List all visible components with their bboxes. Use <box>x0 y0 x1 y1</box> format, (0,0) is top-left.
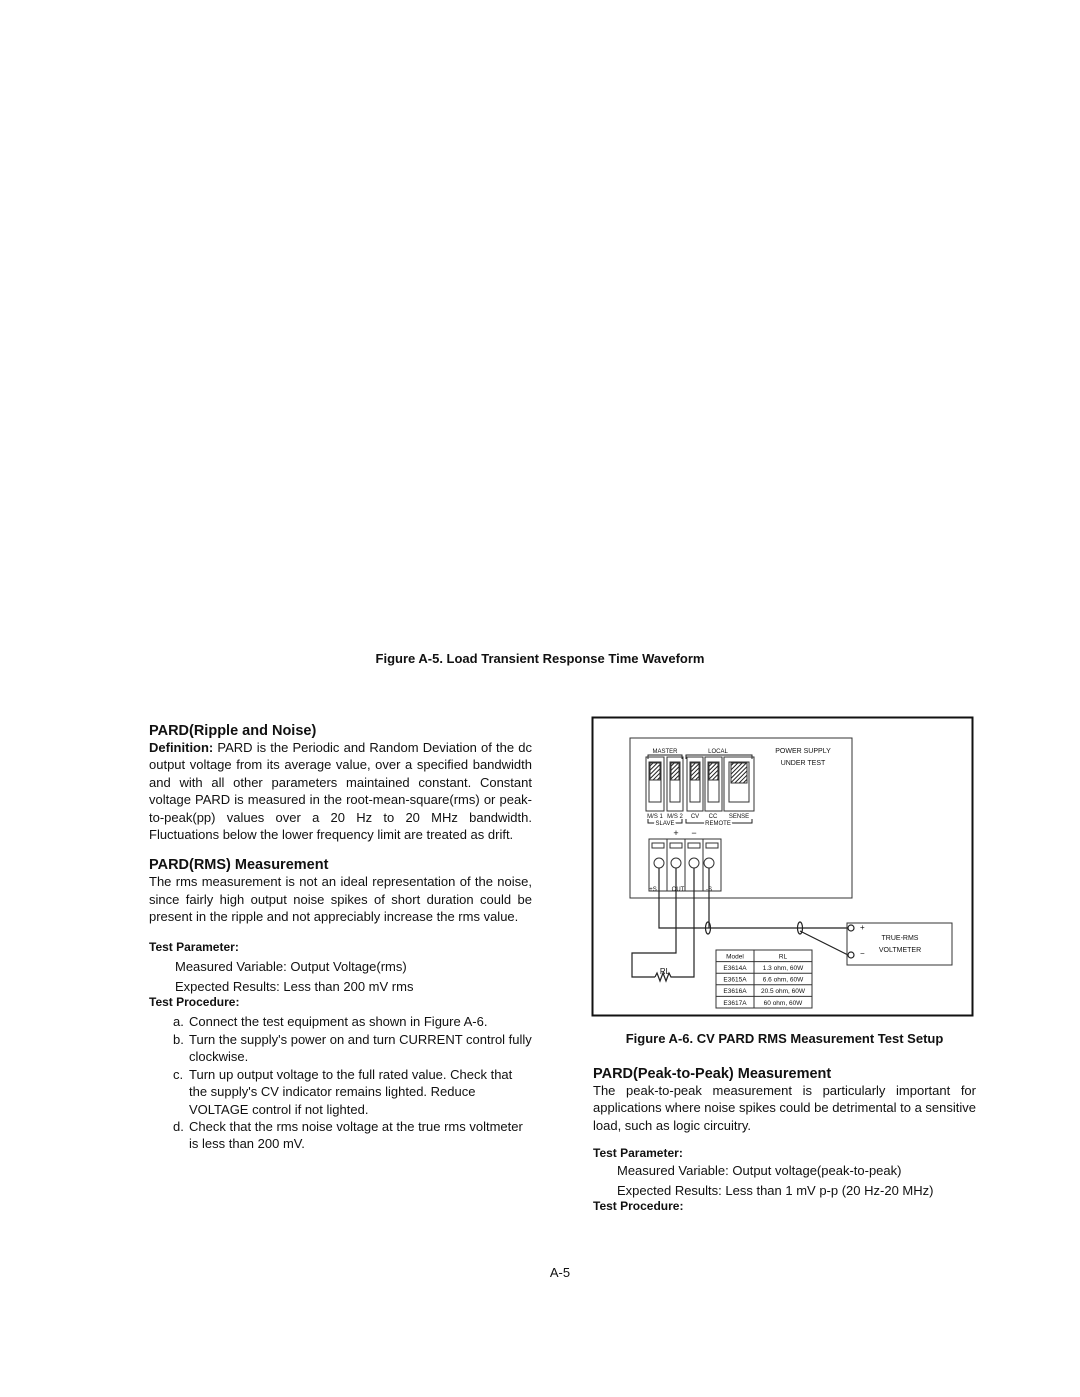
slave-label: SLAVE <box>655 821 675 827</box>
test-setup-diagram <box>590 715 975 1020</box>
table-header: RL <box>778 953 788 961</box>
procedure-steps <box>149 1013 532 1152</box>
pp-test-procedure-label: Test Procedure: <box>593 1199 684 1214</box>
pp-expected-results: Expected Results: Less than 1 mV p-p (20 Hz-20 MHz) <box>617 1182 934 1198</box>
minus-sense-label: -S <box>706 887 712 893</box>
voltmeter-minus: − <box>860 949 865 958</box>
procedure-step <box>173 1118 532 1153</box>
definition-text: PARD is the Periodic and Random Deviation of the dc output voltage from its average value, over a specified bandwidth and with all other parameters maintained constant. Constant voltage PARD is measured in the root-mean-square(rms) or peak-to-peak(pp) values over a 20 Hz to 20 MHz bandwidth. Fluctuations below the lower frequency limit are treated as drift. <box>149 740 532 843</box>
pp-test-parameter-label: Test Parameter: <box>593 1146 683 1161</box>
expected-results: Expected Results: Less than 200 mV rms <box>175 979 414 995</box>
definition-label: Definition: <box>149 740 214 755</box>
figure-a5-caption: Figure A-5. Load Transient Response Time Waveform <box>375 651 705 666</box>
step-letter: c. <box>173 1066 184 1082</box>
measured-variable: Measured Variable: Output Voltage(rms) <box>175 958 407 974</box>
step-text: Turn up output voltage to the full rated value. Check that the supply's CV indicator remains lighted. Reduce VOLTAGE control if not lighted. <box>189 1066 513 1117</box>
table-cell: E3615A <box>723 976 747 984</box>
minus-label: − <box>691 828 697 838</box>
test-parameter-label: Test Parameter: <box>149 939 239 954</box>
pard-definition <box>149 739 532 843</box>
load-resistor-label: RL <box>659 967 671 976</box>
procedure-step <box>173 1066 532 1118</box>
voltmeter-label-1: TRUE-RMS <box>881 935 919 942</box>
figure-a6-caption: Figure A-6. CV PARD RMS Measurement Test Setup <box>625 1031 944 1046</box>
remote-label: REMOTE <box>705 821 731 827</box>
left-column <box>149 723 532 1153</box>
step-letter: a. <box>173 1014 184 1030</box>
switch-label: M/S 1 <box>647 814 663 820</box>
under-test-label: UNDER TEST <box>780 760 826 767</box>
out-label: OUT <box>671 887 685 893</box>
table-cell: 20.5 ohm, 60W <box>760 988 806 996</box>
table-cell: 6.6 ohm, 60W <box>762 976 804 984</box>
table-cell: E3617A <box>723 999 747 1007</box>
step-text: Check that the rms noise voltage at the true rms voltmeter is less than 200 mV. <box>189 1118 523 1152</box>
switch-label: CC <box>708 814 718 820</box>
pp-text: The peak-to-peak measurement is particularly important for applications where noise spikes could be detrimental to a sensitive load, such as logic circuitry. <box>593 1083 976 1133</box>
table-header: Model <box>726 953 744 961</box>
switch-label: CV <box>690 814 700 820</box>
master-label: MASTER <box>652 749 678 755</box>
right-column <box>593 1066 976 1213</box>
step-letter: b. <box>173 1031 184 1047</box>
test-procedure-label: Test Procedure: <box>149 995 240 1010</box>
pp-heading: PARD(Peak-to-Peak) Measurement <box>593 1066 832 1082</box>
plus-sense-label: +S <box>649 887 657 893</box>
local-label: LOCAL <box>708 749 728 755</box>
table-cell: 1.3 ohm, 60W <box>762 965 804 972</box>
table-cell: 60 ohm, 60W <box>763 999 803 1007</box>
step-text: Connect the test equipment as shown in Figure A-6. <box>189 1014 488 1030</box>
step-letter: d. <box>173 1118 184 1134</box>
procedure-step <box>173 1013 532 1030</box>
power-supply-label: POWER SUPPLY <box>775 748 831 755</box>
plus-label: + <box>673 828 679 838</box>
pard-heading: PARD(Ripple and Noise) <box>149 723 317 739</box>
voltmeter-label-2: VOLTMETER <box>878 947 922 954</box>
switch-label: SENSE <box>728 814 750 820</box>
load-table <box>716 950 812 1008</box>
table-cell: E3614A <box>723 965 747 972</box>
rms-text: The rms measurement is not an ideal representation of the noise, since fairly high output noise spikes of short duration could be present in the ripple and not appreciably increase the rms value. <box>149 874 532 925</box>
switch-label: M/S 2 <box>667 814 683 820</box>
output-terminals <box>649 839 721 891</box>
page-number: A-5 <box>549 1265 571 1280</box>
rms-heading: PARD(RMS) Measurement <box>149 857 329 874</box>
pp-measured-variable: Measured Variable: Output voltage(peak-to-peak) <box>617 1163 902 1179</box>
procedure-step <box>173 1031 532 1066</box>
voltmeter-plus: + <box>860 923 865 932</box>
table-cell: E3616A <box>723 988 747 996</box>
step-text: Turn the supply's power on and turn CURRENT control fully clockwise. <box>189 1031 532 1065</box>
